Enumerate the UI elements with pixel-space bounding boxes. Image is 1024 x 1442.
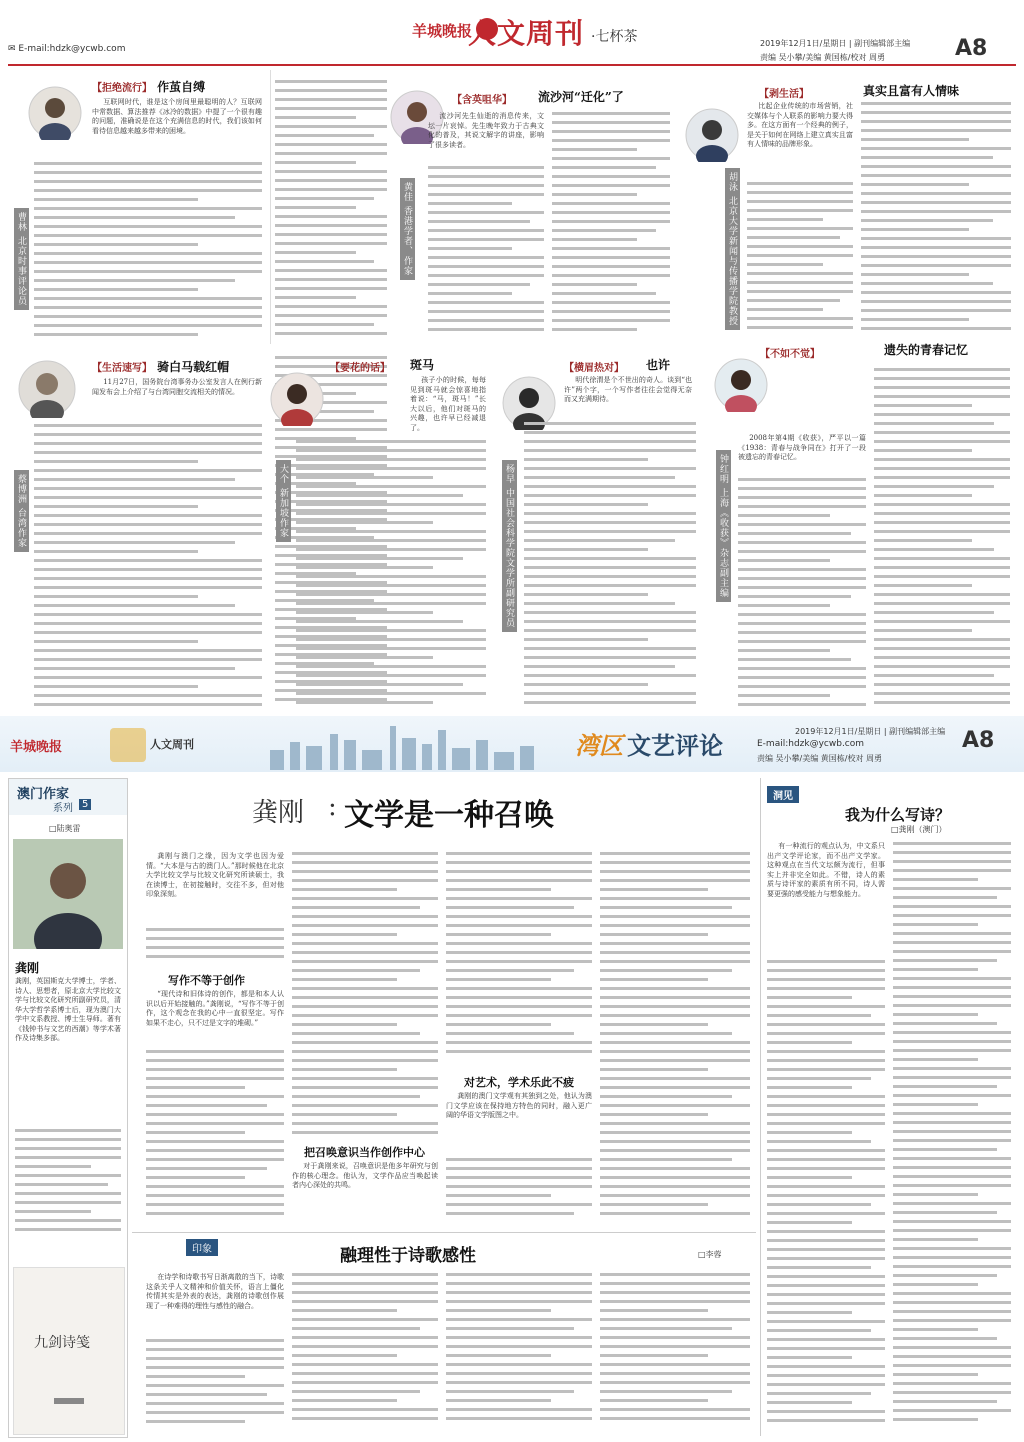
weekly-badge-icon [110,728,146,762]
author-name-vertical: 黄佳 香港学者、作家 [400,178,415,280]
column-tag: 【横眉热对】 [564,363,624,374]
article-text: 流沙河先生仙逝的消息传来，文坛一片哀悼。先生晚年致力于古典文化的普及，其说文解字的讲座，影响了很多读者。 [428,112,544,149]
article-body-lines [292,852,438,1142]
imprint-article [132,1232,756,1437]
subhead-2-text: 对于龚刚来说，召唤意识是他多年研究与创作的核心理念。他认为，文学作品应当唤起读者内心深处的共鸣。 [292,1162,438,1189]
author-avatar [714,358,768,412]
column-title: 作茧自缚 [157,80,206,94]
cup-article-1 [8,68,266,348]
article-body-lines [34,424,262,710]
section-subtitle: ·七杯茶 [591,29,638,45]
subhead-1: 写作不等于创作 [168,974,245,987]
header-divider [8,64,1016,66]
bay-staff: 责编 吴小攀/美编 黄国栋/校对 周勇 [757,754,883,763]
column-tag: 【含英咀华】 [452,95,512,106]
imprint-title: 融理性于诗歌感性 [340,1246,476,1266]
bay-title-prefix: 湾区 [575,731,623,760]
right-section-tag: 洞见 [767,786,799,803]
publisher-mark [54,1398,84,1404]
macau-sidebar [8,778,128,1438]
article-body-lines [874,368,1010,710]
article-body-lines [446,1273,592,1435]
article-text: 孩子小的时候，每每见到斑马就会惊喜地指着说：“马，斑马！”长大以后，他们对斑马的兴趣，也许早已经减退了。 [410,376,486,432]
article-body-lines [861,102,1011,342]
article-body-lines [524,422,696,710]
article-body-lines [292,1273,438,1435]
article-text: 11月27日，国务院台湾事务办公室发言人在例行新闻发布会上介绍了与台湾同胞交流相关的情况。 [92,378,262,396]
right-byline: □龚刚（澳门） [891,825,947,834]
author-name-vertical: 胡泳 北京大学新闻与传播学院教授 [725,168,740,330]
article-body-lines [600,1273,750,1435]
author-avatar [685,108,739,162]
writer-name: 龚刚 [15,961,40,975]
column-tag: 【拒绝流行】 [92,83,152,94]
column-title: 真实且富有人情味 [863,84,960,98]
bay-page-number: A8 [962,728,995,753]
cup-article-2 [390,68,680,348]
article-text: 2008年第4期《收获》，严平以一篇《1938：青春与战争同在》打开了一段被遗忘的青春记忆。 [738,434,866,461]
imprint-byline: □李蓉 [698,1250,722,1259]
article-lead: 龚刚与澳门之缘，因为文学也因为爱情。“大本是与古的澳门人。”那时候他在北京大学比较文学与比较文化研究所读硕士，我在读博士，在初接触时，交往不多，但对他印象深刻。 [146,852,284,898]
author-name-vertical: 曹林 北京时事评论员 [14,208,29,310]
column-title: 流沙河“迁化”了 [538,90,624,104]
article-body-lines [146,1339,284,1435]
email-icon: ✉ [8,44,16,54]
series-byline: □陆奥雷 [49,824,81,833]
author-avatar [18,360,76,418]
article-body-lines [738,478,866,710]
writer-portrait [13,839,123,949]
bay-date: 2019年12月1日/星期日 | 副刊编辑部主编 [795,727,946,736]
column-tag: 【不如不觉】 [760,349,820,360]
article-body-lines [275,80,387,346]
article-body-lines [600,852,750,1224]
bay-weekly-label: 人文周刊 [150,738,194,751]
bay-banner [0,716,1024,772]
column-tag: 【生活速写】 [92,363,152,374]
article-text: 比起企业传统的市场营销，社交媒体与个人联系的影响力要大得多。在这方面有一个经典的例子，是关于如何在网络上建立真实且富有人情味的品牌形象。 [747,102,853,148]
article-text: 明代徐渭是个不世出的奇人。谈到“也许”两个字，一个写作者往往会觉得无奈而又充满期待。 [564,376,692,403]
article-body-lines [34,162,262,342]
right-column [760,778,1017,1436]
article-text: 互联网时代，谁是这个房间里最聪明的人？互联网中常数据、算法推荐《冰冷的数据》中提了一个很有趣的问题，准确说是在这个充满信息的时代，我们该如何看待信息越来越多带来的困境。 [92,98,262,135]
subhead-1-text: “现代诗和旧体诗的创作，都是和本人认识以后开始接触的。”龚刚说，“写作不等于创作，这个观念在我的心中一直很坚定。写作如果不走心，只不过是文字的堆砌。” [146,990,284,1027]
headline-author: 龚刚 [252,798,305,828]
article-body-lines [767,960,885,1430]
column-title: 遗失的青春记忆 [884,343,969,357]
right-title: 我为什么写诗？ [845,806,951,824]
author-name-vertical: 蔡博洲 台湾作家 [14,470,29,552]
header-email[interactable]: ✉ E-mail:hdzk@ycwb.com [8,44,126,54]
subhead-3: 对艺术，学术乐此不疲 [464,1076,574,1089]
headline-separator: : [328,792,337,822]
article-body-lines [446,1158,592,1224]
headline: 文学是一种召唤 [344,798,554,833]
subhead-2: 把召唤意识当作创作中心 [304,1146,425,1159]
article-body-lines [146,928,284,964]
skyline-illustration [260,720,550,770]
header-date: 2019年12月1日/星期日 | 副刊编辑部主编 [760,39,911,48]
header-staff: 责编 吴小攀/美编 黄国栋/校对 周勇 [760,53,886,62]
right-text: 有一种流行的观点认为，中文系只出产文学评论家，而不出产文学家。这种观点在当代文坛颇为流行，但事实上并非完全如此。不错，诗人的素质与诗评家的素质有所不同，诗人需要更强的感受能力与想象能力。 [767,842,885,898]
book-title: 九剑诗笺 [34,1335,90,1351]
article-body-lines [296,440,486,712]
article-body-lines [747,182,853,342]
author-name-vertical: 大个 新加坡作家 [276,460,291,542]
series-number: 5 [79,799,91,810]
bio-lines [15,1129,121,1239]
imprint-tag: 印象 [186,1239,218,1256]
page-number: A8 [955,36,988,61]
author-name-vertical: 钟红明 上海《收获》杂志副主编 [716,450,731,602]
article-body-lines [552,112,670,342]
series-title: 澳门作家 [17,787,70,802]
author-name-vertical: 杨早 中国社会科学院文学所副研究员 [502,460,517,632]
author-avatar [270,372,324,426]
writer-bio: 龚刚，英国斯克大学博士，学者、诗人、思想者，原北京大学比较文学与比较文化研究所副研究员，清华大学哲学系博士后，现为澳门大学中文系教授、博士生导师。著有《钱钟书与文艺的西潮》等学术著作及诗集多部。 [15,977,121,1042]
column-divider [270,70,271,344]
cup-article-6 [494,350,704,715]
article-body-lines [893,842,1011,1430]
article-body-lines [446,852,592,1062]
bay-paper-logo: 羊城晚报 [10,740,63,755]
header-cup-decoration [345,10,405,70]
series-sub: 系列 [53,803,73,814]
subhead-3-text: 龚刚的澳门文学观有其独到之处，他认为澳门文学应该在保持地方特色的同时，融入更广阔的华语文学版图之中。 [446,1092,592,1119]
article-body-lines [146,1050,284,1226]
column-title: 骑白马载红帽 [157,360,230,374]
paper-logo: 羊城晚报 [412,22,473,40]
bay-email[interactable]: E-mail:hdzk@ycwb.com [757,739,865,749]
imprint-text: 在诗学和诗歌书写日渐离散的当下，诗歌这条关乎人文精神和价值关怀，语言上僵化传情其实是外表的表达，龚刚的诗歌创作展现了一种难得的理性与感性的融合。 [146,1273,284,1310]
column-tag: 【要花的话】 [330,363,390,374]
column-title: 斑马 [410,358,435,372]
column-tag: 【剥生活】 [759,89,809,100]
cup-article-7 [704,343,1016,715]
section-title: 人文周刊 [468,17,585,50]
bay-title-suffix: 文艺评论 [627,731,723,760]
cup-article-3 [685,68,1016,348]
article-body-lines [428,166,544,342]
main-article [132,778,756,1228]
column-title: 也许 [646,358,671,372]
book-cover [13,1267,125,1435]
cup-article-4 [8,350,266,715]
author-avatar [28,86,82,140]
